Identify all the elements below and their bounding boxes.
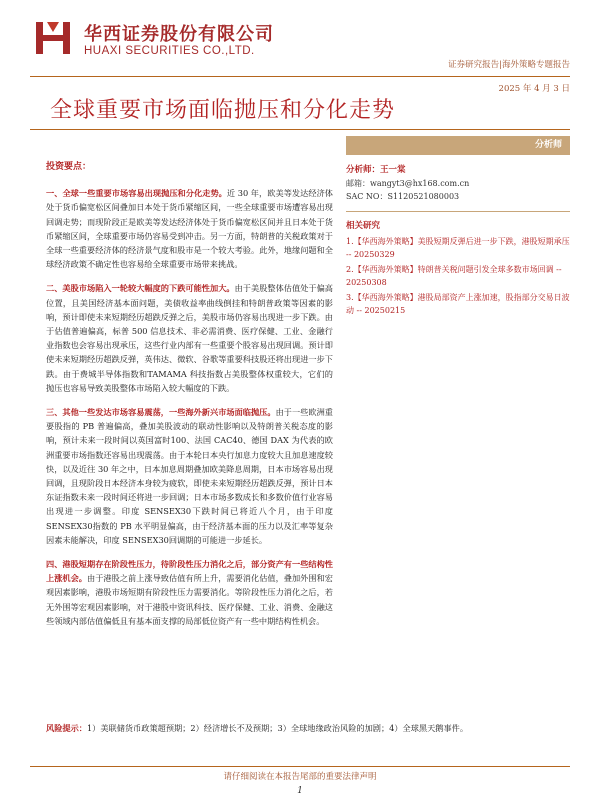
analyst-line bbox=[346, 163, 570, 177]
brand-name-cn: 华西证券股份有限公司 bbox=[84, 24, 274, 45]
email-label: 邮箱： bbox=[346, 179, 370, 188]
paragraph-body: 由于港股之前上涨导致估值有所上升，需要消化估值，叠加外围和宏观因素影响，港股市场短期有阶段性压力需要消化。等阶段性压力消化之后，若无外围等宏观因素影响，对于港股中资讯科技、医疗保健、工业、消费、金融这些领域内部估值偏低且有基本面支撑的局部低位资产有一些中期结构性机会。 bbox=[46, 573, 333, 626]
paragraph-lead: 二、美股市场陷入一轮较大幅度的下跌可能性加大。 bbox=[46, 283, 235, 294]
report-type: 证券研究报告|海外策略专题报告 bbox=[448, 60, 570, 70]
legal-disclaimer: 请仔细阅读在本报告尾部的重要法律声明 bbox=[223, 772, 377, 782]
sidebar-divider bbox=[346, 211, 570, 212]
paragraph-body: 近 30 年，欧美等发达经济体处于货币偏宽松区间叠加日本处于货币紧缩区间，一些全球重要市场遭容易出现回调走势；而现阶段正是欧美等发达经济体处于货币偏宽松区间并且日本处于货币紧缩区间，全球重要市场仍容易受到冲击。另一方面，特朗普的关税政策对于全球一些重要经济体的经济景气度和股市是一个较大考验。此外，地缘问题和全球经济政策不确定性也容易给全球重要市场带来挑战。 bbox=[46, 188, 333, 270]
paragraph-body: 由于美股整体估值处于偏高位置，且美国经济基本面问题，美债收益率曲线倒挂和特朗普政策等因素的影响，预计即使未来短期经历超跌反弹之后，美股市场仍容易出现进一步下跌。由于估值普遍偏高，标普 500 信息技术、非必需消费、医疗保健、工业、金融行业指数也会容易出现承压，这些行业内部有一些重要个股容易出现回调。预计即使未来短期经历超跌反弹，英伟达、微软、谷歌等重要科技股还将出现进一步下跌。由于费城半导体指数和TAMAMA 科技指数占美股整体权重较大，它们的抛压也容易导致美股整体市场陷入较大幅度的下跌。 bbox=[46, 283, 333, 393]
risk-warning bbox=[46, 721, 556, 735]
related-item[interactable]: 1.【华西海外策略】美股短期反弹后进一步下跌，港股短期承压 -- 20250329 bbox=[346, 237, 570, 259]
header-divider bbox=[30, 76, 570, 77]
summary-paragraph bbox=[46, 281, 333, 395]
analyst-name: 王一棠 bbox=[380, 165, 406, 175]
email-line bbox=[346, 177, 570, 190]
footer-divider bbox=[30, 766, 570, 767]
summary-paragraph bbox=[46, 405, 333, 547]
report-title: 全球重要市场面临抛压和分化走势 bbox=[50, 98, 396, 123]
brand-name-en: HUAXI SECURITIES CO.,LTD. bbox=[84, 45, 255, 57]
sidebar-header: 分析师 bbox=[346, 136, 570, 155]
summary-paragraph bbox=[46, 186, 333, 271]
investment-summary bbox=[46, 160, 333, 638]
email-link[interactable]: wangyt3@hx168.com.cn bbox=[370, 179, 470, 188]
sac-line bbox=[346, 190, 570, 203]
related-item[interactable]: 2.【华西海外策略】特朗普关税问题引发全球多数市场回调 -- 20250308 bbox=[346, 265, 562, 287]
paragraph-lead: 四、港股短期存在阶段性压力，待阶段性压力消化之后，部分资产有一些结构性上涨机会。 bbox=[46, 559, 333, 584]
paragraph-body: 由于一些欧洲重要股指的 PB 普遍偏高，叠加美股波动的联动性影响以及特朗普关税态度的影响，预计未来一段时间以英国富时100、法国 CAC40、德国 DAX 为代表的欧洲重要市场指数还容易出现震荡。由于本轮日本央行加息力度较大且加息速度较快，以及近往 30 年之中，日本加息周期叠加欧美降息周期，日本市场容易出现回调，且现阶段日本经济本身较为疲软，即使未来短期经历超跌反弹，预计日本东证指数未来一段时间还将进一步回调；日本市场多数成长和多数价值行业容易出现进一步调整。印度 SENSEX30下跌时间已将近八个月，由于印度 SENSEX30指数的 PB 水平明显偏高，由于经济基本面的压力以及汇率等复杂因素未能解决，印度 SENSEX30回调期的可能进一步延长。 bbox=[46, 407, 333, 545]
risk-label: 风险提示： bbox=[46, 723, 87, 733]
paragraph-lead: 三、其他一些发达市场容易震荡，一些海外新兴市场面临抛压。 bbox=[46, 407, 276, 418]
risk-text: 1）美联储货币政策超预期；2）经济增长不及预期；3）全球地缘政治风险的加剧；4）全球黑天鹅事件。 bbox=[86, 723, 469, 733]
paragraph-lead: 一、全球一些重要市场容易出现抛压和分化走势。 bbox=[46, 188, 227, 199]
title-divider bbox=[30, 129, 570, 130]
summary-paragraph bbox=[46, 557, 333, 628]
sac-number: S1120521080003 bbox=[387, 192, 460, 201]
summary-heading: 投资要点： bbox=[46, 162, 92, 172]
sidebar bbox=[346, 136, 570, 319]
related-item[interactable]: 3.【华西海外策略】港股局部资产上涨加速，股指部分交易日波动 -- 20250215 bbox=[346, 293, 570, 315]
report-date: 2025 年 4 月 3 日 bbox=[498, 84, 570, 94]
huaxi-logo-icon bbox=[34, 18, 72, 58]
related-research-title: 相关研究 bbox=[346, 221, 381, 231]
analyst-label: 分析师： bbox=[346, 165, 381, 175]
page-number: 1 bbox=[297, 786, 303, 796]
sac-label: SAC NO： bbox=[346, 192, 388, 201]
